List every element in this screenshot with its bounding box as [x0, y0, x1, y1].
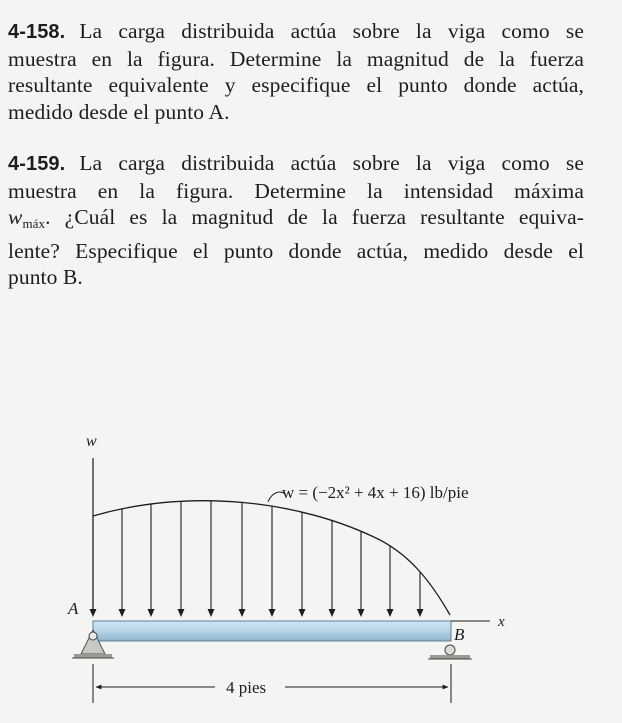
problem-line: lente? Especifique el punto donde actúa, medido desde el	[8, 238, 584, 263]
w-max-subscript: máx	[22, 216, 46, 231]
problem-line: punto B.	[8, 265, 83, 289]
load-arrow-head	[329, 609, 336, 617]
load-equation: w = (−2x² + 4x + 16) lb/pie	[282, 483, 469, 502]
load-arrow-head	[208, 609, 215, 617]
problem-line: muestra en la figura. Determine la intensidad máxima	[8, 178, 584, 203]
problem-line: resultante equivalente y especifique el punto donde actúa,	[8, 73, 584, 97]
problem-line: medido desde el punto A.	[8, 99, 230, 124]
load-arrow-head	[358, 609, 365, 617]
problem-line: 4-159. La carga distribuida actúa sobre la viga como se	[8, 151, 584, 175]
dimension-label: 4 pies	[226, 678, 267, 697]
load-arrow-head	[269, 609, 276, 617]
point-b-label: B	[454, 625, 465, 644]
problem-line: 4-158. La carga distribuida actúa sobre la viga como se	[8, 19, 584, 43]
load-arrow-head	[387, 609, 394, 617]
x-axis-label: x	[498, 614, 505, 630]
load-arrow-head	[178, 609, 185, 617]
load-arrow-head	[90, 609, 97, 617]
load-arrows	[90, 501, 424, 617]
load-arrow-head	[119, 609, 126, 617]
load-arrow-head	[239, 609, 246, 617]
load-arrow-head	[299, 609, 306, 617]
w-axis-label: w	[86, 433, 97, 450]
problem-number: 4-158.	[8, 21, 66, 43]
problem-number: 4-159.	[8, 153, 66, 175]
load-arrow-head	[148, 609, 155, 617]
w-max-symbol: w	[8, 205, 23, 229]
point-a-label: A	[68, 599, 79, 618]
beam	[93, 621, 451, 641]
load-arrow-head	[417, 609, 424, 617]
roller-support-b	[428, 645, 472, 659]
problem-line: muestra en la figura. Determine la magnitud de la fuerza	[8, 46, 584, 71]
problem-line: $w_{máx}$. ¿Cuál es la magnitud de la fuerza resultante equiva-	[8, 205, 584, 231]
